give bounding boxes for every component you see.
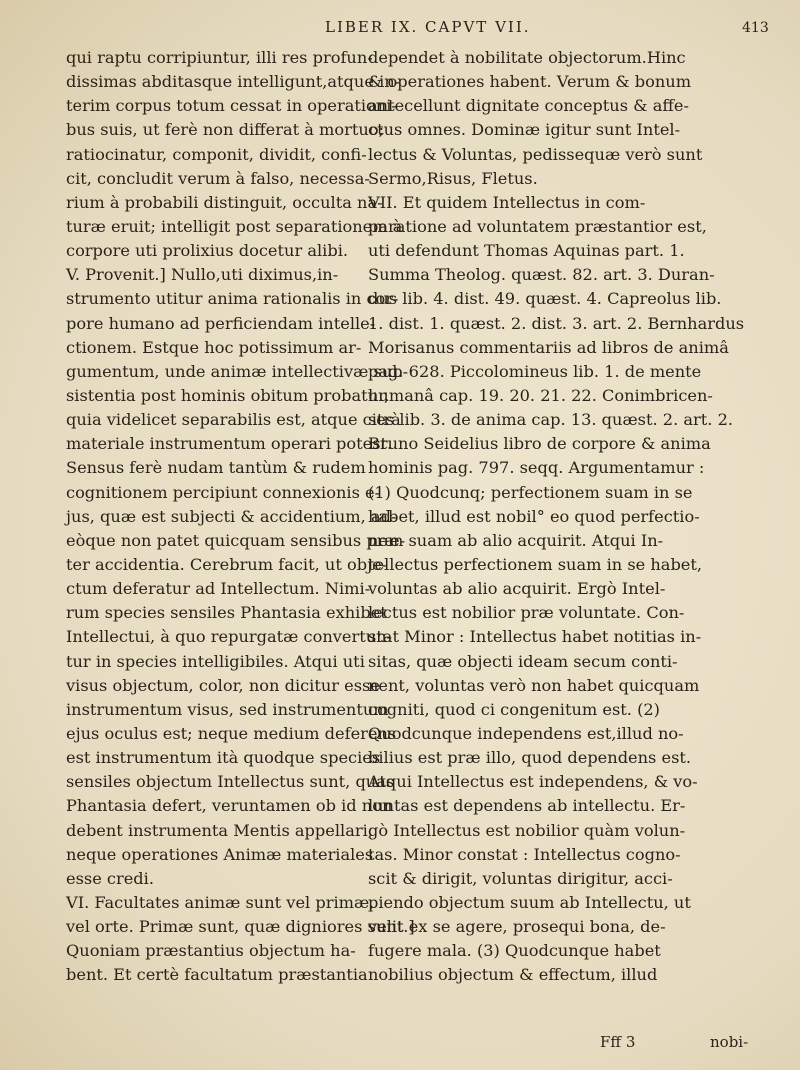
page-header	[0, 14, 800, 44]
text-line: gumentum, unde animæ intellectivæ sub-	[66, 361, 409, 381]
text-line: bus suis, ut ferè non differat à mortuo;	[66, 120, 385, 140]
text-line: gò Intellectus est nobilior quàm volun-	[368, 820, 686, 840]
text-line: Summa Theolog. quæst. 82. art. 3. Duran-	[368, 265, 715, 285]
text-line: lectus & Voluntas, pedissequæ verò sunt	[368, 144, 703, 164]
text-line: dissimas abditasque intelligunt,atque in-	[66, 72, 401, 92]
text-line: & operationes habent. Verum & bonum	[368, 72, 692, 92]
text-line: ter accidentia. Cerebrum facit, ut obje-	[66, 554, 388, 574]
text-line: cit, concludit verum à falso, necessa-	[66, 168, 370, 188]
page-number: 413	[742, 20, 769, 36]
text-line: qui raptu corripiuntur, illi res profun-	[66, 48, 373, 67]
text-line: tur in species intelligibiles. Atqui uti	[66, 651, 365, 671]
text-line: vel orte. Primæ sunt, quæ digniores sunt.]	[66, 917, 415, 937]
text-line: Bruno Seidelius libro de corpore & anima	[368, 434, 711, 454]
signature-mark: Fff 3	[600, 1033, 636, 1051]
text-line: bilius est præ illo, quod dependens est.	[368, 748, 692, 768]
text-line: tas. Minor constat : Intellectus cogno-	[368, 844, 681, 864]
text-line: ratiocinatur, componit, dividit, confi-	[66, 144, 367, 164]
text-line: ctionem. Estque hoc potissimum ar-	[66, 337, 362, 357]
text-line: lectus est nobilior præ voluntate. Con-	[368, 603, 685, 623]
left-column	[66, 46, 415, 987]
text-line: VI. Facultates animæ sunt vel primæ,	[66, 892, 375, 912]
text-line: est instrumentum ità quodque species	[66, 748, 381, 768]
text-line: luntas est dependens ab intellectu. Er-	[368, 796, 686, 816]
text-line: tellectus perfectionem suam in se habet,	[368, 554, 703, 574]
right-column	[368, 46, 768, 987]
text-line: cognitionem percipiunt connexionis e-	[66, 482, 381, 502]
text-line: visus objectum, color, non dicitur esse	[66, 675, 380, 695]
text-line: habet, illud est nobil° eo quod perfectio-	[368, 506, 700, 526]
text-line: piendo objectum suum ab Intellectu, ut	[368, 892, 691, 912]
text-line: scit & dirigit, voluntas dirigitur, acci-	[368, 868, 673, 888]
text-line: strumento utitur anima rationalis in cor-	[66, 289, 399, 309]
text-line: jus, quæ est subjecti & accidentium, ad-	[66, 506, 397, 526]
text-line: ejus oculus est; neque medium deferens	[66, 723, 397, 743]
text-line: quia videlicet separabilis est, atque citrà	[66, 410, 401, 430]
text-line: instrumentum visus, sed instrumentum	[66, 699, 389, 719]
text-line: rium à probabili distinguit, occulta na-	[66, 192, 383, 212]
text-line: rum species sensiles Phantasia exhibet	[66, 603, 387, 623]
text-line: dependet à nobilitate objectorum.Hinc	[368, 48, 686, 67]
text-line: ctus omnes. Dominæ igitur sunt Intel-	[368, 120, 681, 140]
catchword: nobi-	[710, 1033, 749, 1051]
text-line: uti defendunt Thomas Aquinas part. 1.	[368, 241, 685, 261]
text-line: Sermo,Risus, Fletus.	[368, 168, 538, 188]
text-line: bent. Et certè facultatum præstantia	[66, 965, 368, 985]
text-line: Phantasia defert, veruntamen ob id non	[66, 796, 393, 816]
text-line: V. Provenit.] Nullo,uti diximus,in-	[66, 265, 339, 285]
text-line: hominis pag. 797. seqq. Argumentamur :	[368, 458, 705, 478]
text-line: esse credi.	[66, 868, 154, 888]
text-line: fugere mala. (3) Quodcunque habet	[368, 941, 661, 961]
text-line: dus lib. 4. dist. 49. quæst. 4. Capreolus lib.	[368, 289, 722, 309]
text-line: velit ex se agere, prosequi bona, de-	[368, 917, 666, 937]
text-line: nent, voluntas verò non habet quicquam	[368, 675, 700, 695]
text-line: nem suam ab alio acquirit. Atqui In-	[368, 530, 664, 550]
running-title: LIBER IX. CAPVT VII.	[325, 18, 531, 36]
text-line: eòque non patet quicquam sensibus præ-	[66, 530, 406, 550]
text-line: sistentia post hominis obitum probatur,	[66, 385, 390, 405]
text-line: sitas, quæ objecti ideam secum conti-	[368, 651, 678, 671]
text-line: turæ eruit; intelligit post separationem à	[66, 216, 403, 236]
text-line: debent instrumenta Mentis appellari,	[66, 820, 373, 840]
text-line: paratione ad voluntatem præstantior est,	[368, 216, 707, 236]
text-line: materiale instrumentum operari potest.	[66, 434, 393, 454]
text-line: nobilius objectum & effectum, illud	[368, 965, 658, 985]
text-line: humanâ cap. 19. 20. 21. 22. Conimbricen-	[368, 385, 713, 405]
text-line: sensiles objectum Intellectus sunt, quas	[66, 772, 395, 792]
text-line: stat Minor : Intellectus habet notitias in-	[368, 627, 702, 647]
text-line: VII. Et quidem Intellectus in com-	[368, 192, 646, 212]
text-line: Quodcunque independens est,illud no-	[368, 723, 684, 743]
text-line: ses lib. 3. de anima cap. 13. quæst. 2. art. 2.	[368, 410, 734, 430]
text-line: 1. dist. 1. quæst. 2. dist. 3. art. 2. Bernhardus	[368, 313, 745, 333]
text-line: terim corpus totum cessat in operationi-	[66, 96, 397, 116]
text-line: Quoniam præstantius objectum ha-	[66, 941, 356, 961]
text-line: neque operationes Animæ materiales	[66, 844, 374, 864]
text-line: pag. 628. Piccolomineus lib. 1. de mente	[368, 361, 702, 381]
text-line: (1) Quodcunq; perfectionem suam in se	[368, 482, 693, 502]
text-line: voluntas ab alio acquirit. Ergò Intel-	[368, 579, 666, 599]
text-line: Intellectui, à quo repurgatæ convertun-	[66, 627, 393, 647]
text-line: cogniti, quod ci congenitum est. (2)	[368, 699, 660, 719]
text-line: ctum deferatur ad Intellectum. Nimi-	[66, 579, 371, 599]
text-line: Morisanus commentariis ad libros de animâ	[368, 337, 729, 357]
text-line: Sensus ferè nudam tantùm & rudem	[66, 458, 366, 478]
text-line: antecellunt dignitate conceptus & affe-	[368, 96, 689, 116]
text-line: pore humano ad perficiendam intelle-	[66, 313, 376, 333]
page-footer	[600, 1033, 780, 1059]
text-line: corpore uti prolixius docetur alibi.	[66, 241, 349, 261]
text-line: Atqui Intellectus est independens, & vo-	[368, 772, 698, 792]
